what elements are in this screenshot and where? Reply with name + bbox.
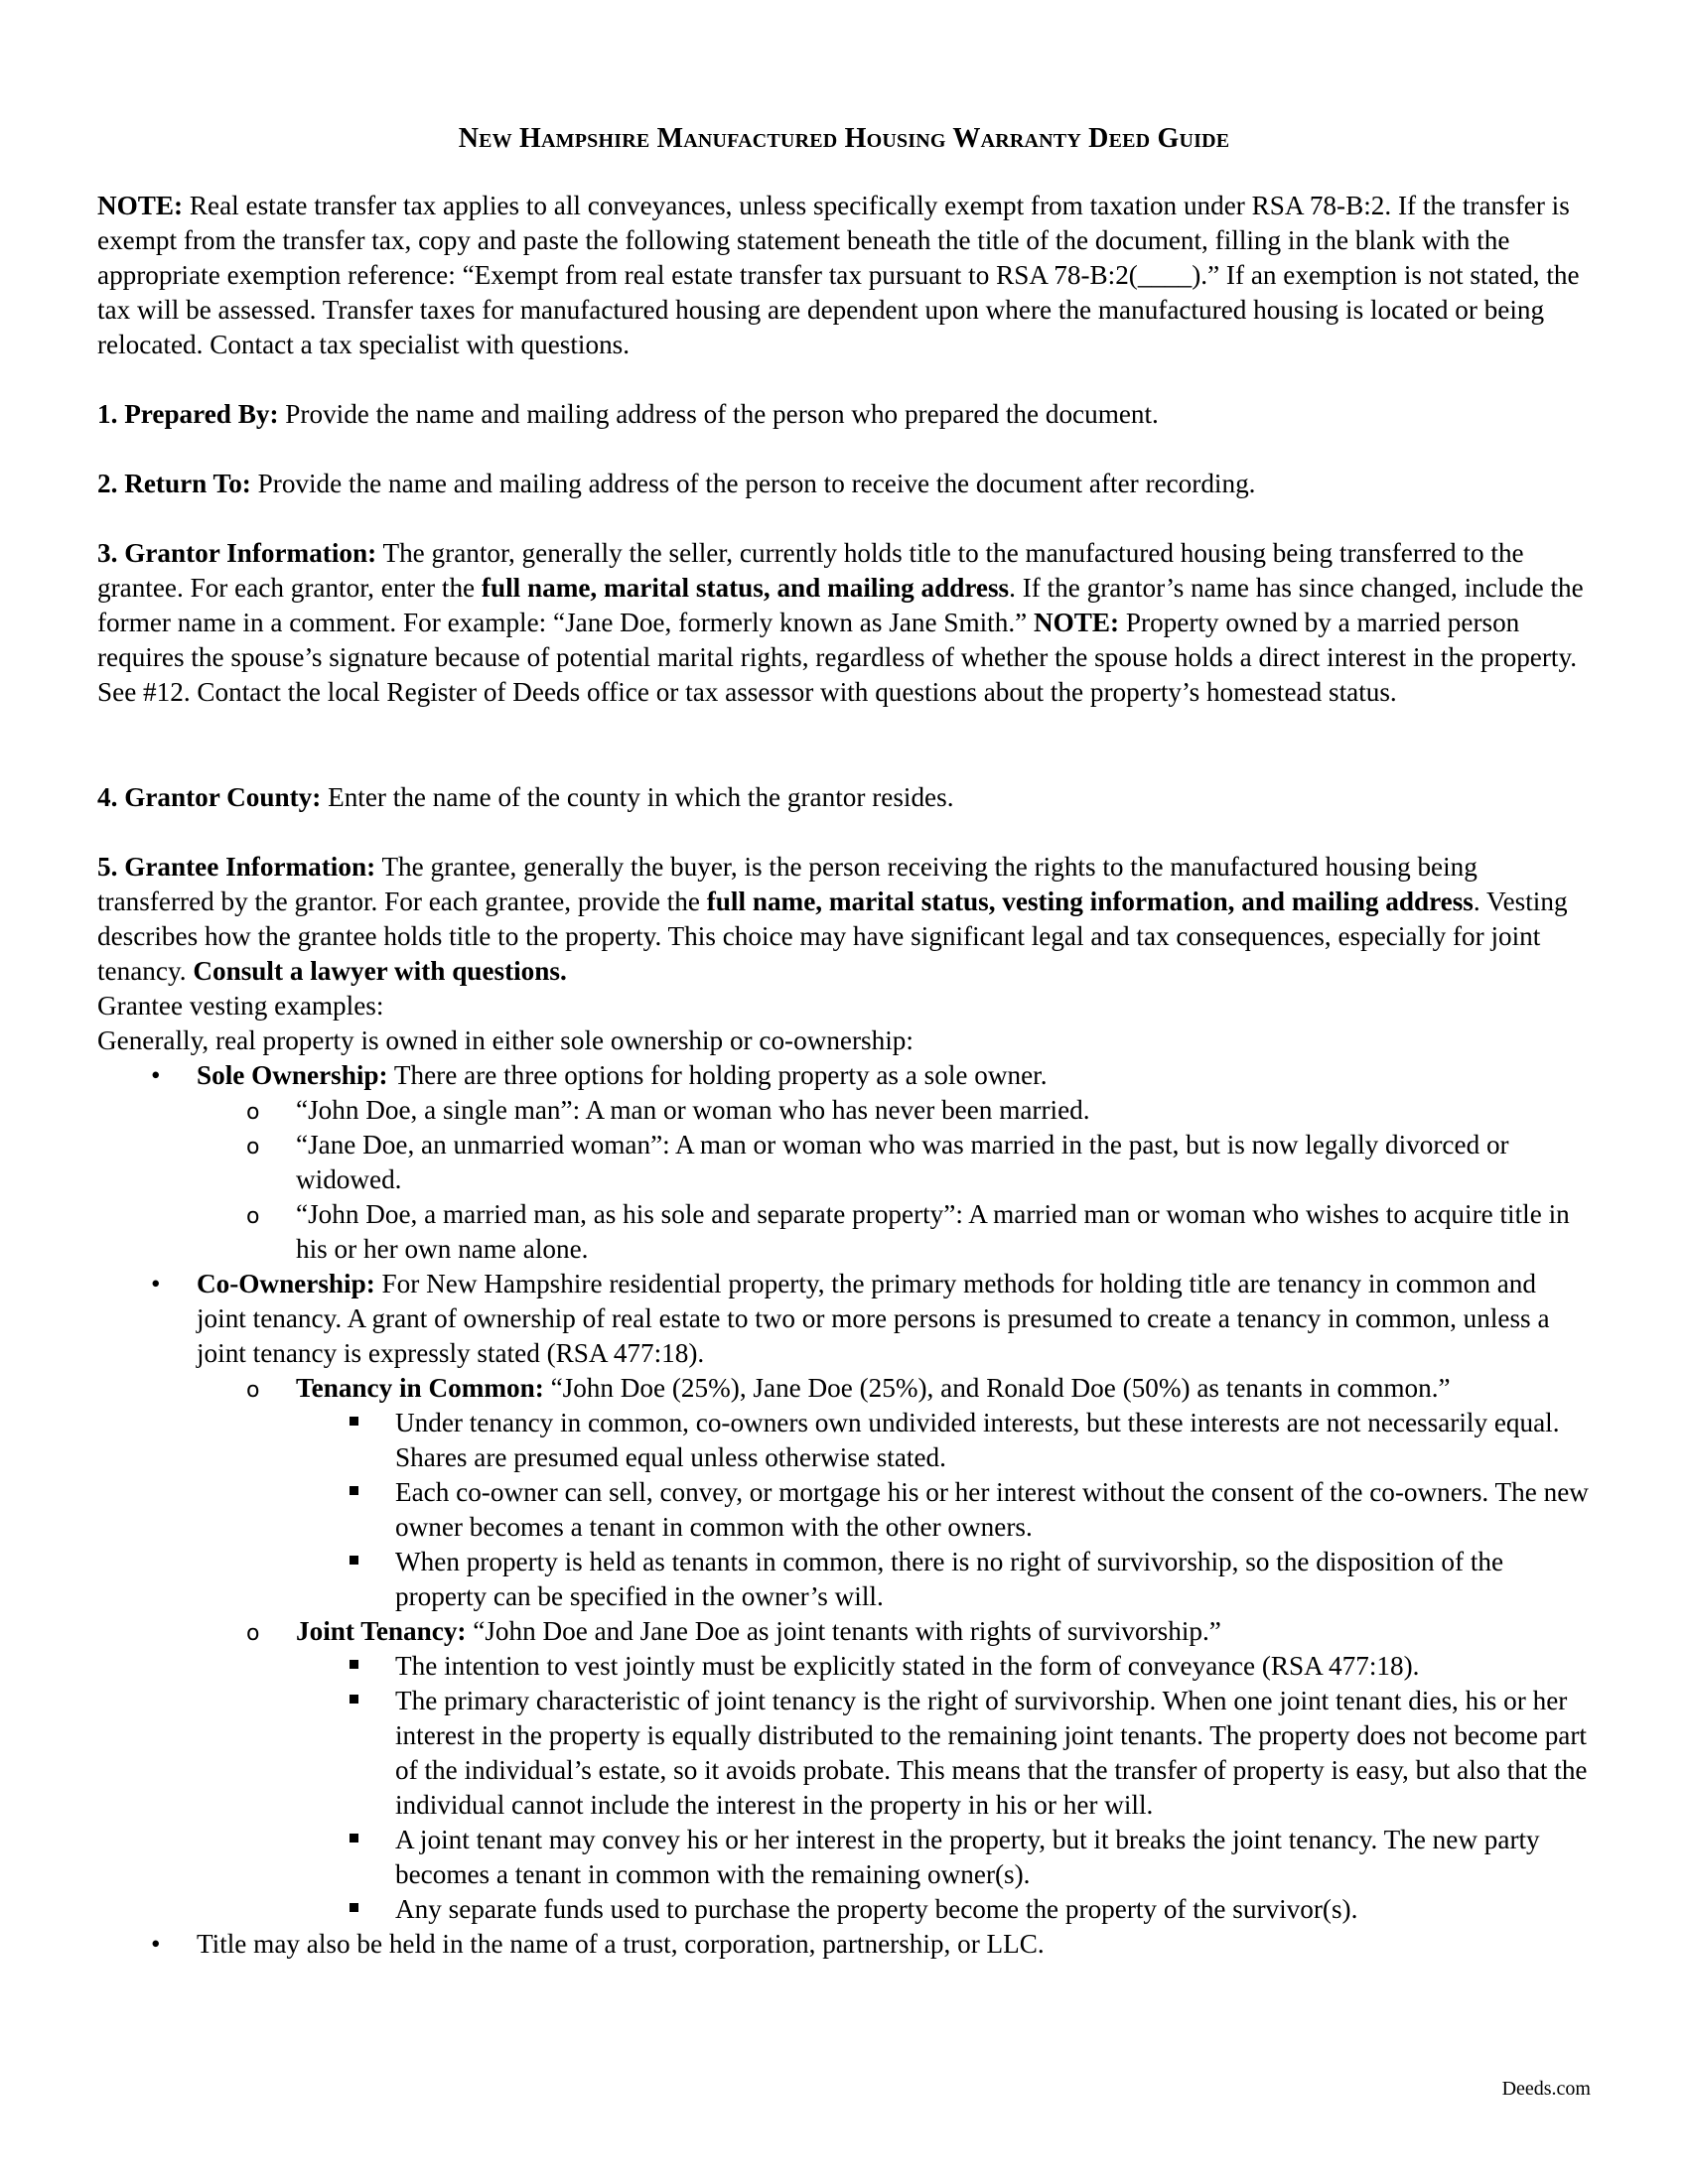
circle-bullet-icon: o	[246, 1100, 260, 1125]
jt-detail-text: The intention to vest jointly must be explicitly stated in the form of conveyance (RSA 477:18).	[395, 1651, 1420, 1681]
circle-bullet-icon: o	[246, 1621, 260, 1646]
section-return-to	[97, 467, 1591, 501]
sole-ownership-text: There are three options for holding property as a sole owner.	[387, 1060, 1048, 1090]
grantor-info-text-3: Property owned by a married person requires the spouse’s signature because of potential marital rights, regardless of whether the spouse holds a direct interest in the property. See #12. Contact the local Register of Deeds office or tax assessor with questions about the property’s homestead status.	[97, 608, 1578, 707]
title-entities-text: Title may also be held in the name of a trust, corporation, partnership, or LLC.	[197, 1929, 1045, 1959]
list-item-co-ownership	[97, 1267, 1591, 1371]
section-prepared-by	[97, 397, 1591, 432]
list-item-jt-detail	[97, 1684, 1591, 1823]
circle-bullet-icon: o	[246, 1378, 260, 1403]
consult-lawyer-note: Consult a lawyer with questions.	[193, 956, 567, 986]
grantor-info-text-2: . If the grantor’s name has since changed, include the former name in a comment. For example: “Jane Doe, formerly known as Jane Smith.”	[97, 573, 1584, 637]
sole-option-text: “John Doe, a married man, as his sole and separate property”: A married man or woman who wishes to acquire title in his or her own name alone.	[296, 1199, 1570, 1264]
list-item-sole-married	[97, 1197, 1591, 1267]
list-item-tic-detail	[97, 1545, 1591, 1614]
list-item-title-entities	[97, 1927, 1591, 1962]
jt-detail-text: A joint tenant may convey his or her interest in the property, but it breaks the joint tenancy. The new party becomes a tenant in common with the remaining owner(s).	[395, 1825, 1540, 1889]
grantee-info-emphasis: full name, marital status, vesting information, and mailing address	[706, 887, 1474, 916]
grantor-county-label: 4. Grantor County:	[97, 782, 322, 812]
return-to-label: 2. Return To:	[97, 469, 251, 498]
bullet-icon: •	[151, 1929, 161, 1959]
bullet-icon: •	[151, 1060, 161, 1090]
list-item-sole-unmarried	[97, 1128, 1591, 1197]
tic-detail-text: Under tenancy in common, co-owners own undivided interests, but these interests are not necessarily equal. Shares are presumed equal unless otherwise stated.	[395, 1408, 1560, 1472]
list-item-jt-detail	[97, 1823, 1591, 1892]
square-bullet-icon	[350, 1903, 358, 1912]
list-item-sole-ownership	[97, 1058, 1591, 1093]
grantor-county-text: Enter the name of the county in which the grantor resides.	[321, 782, 954, 812]
square-bullet-icon	[350, 1695, 358, 1704]
grantee-info-text-2: . Vesting describes how the grantee holds title to the property. This choice may have significant legal and tax consequences, especially for joint tenancy.	[97, 887, 1568, 986]
footer-brand: Deeds.com	[1501, 2078, 1591, 2100]
grantor-info-emphasis: full name, marital status, and mailing address	[481, 573, 1010, 603]
circle-bullet-icon: o	[246, 1135, 260, 1160]
sole-option-text: “Jane Doe, an unmarried woman”: A man or woman who was married in the past, but is now legally divorced or widowed.	[296, 1130, 1509, 1194]
section-grantor-county	[97, 780, 1591, 815]
note-text: Real estate transfer tax applies to all conveyances, unless specifically exempt from taxation under RSA 78-B:2. If the transfer is exempt from the transfer tax, copy and paste the following statement beneath the title of the document, filling in the blank with the appropriate exemption reference: “Exempt from real estate transfer tax pursuant to RSA 78-B:2(____).” If an exemption is not stated, the tax will be assessed. Transfer taxes for manufactured housing are dependent upon where the manufactured housing is located or being relocated. Contact a tax specialist with questions.	[97, 191, 1580, 359]
grantee-info-label: 5. Grantee Information:	[97, 852, 376, 882]
note-paragraph	[97, 189, 1591, 362]
list-item-jt-detail	[97, 1892, 1591, 1927]
list-item-tic-detail	[97, 1475, 1591, 1545]
square-bullet-icon	[350, 1660, 358, 1669]
section-grantee-information	[97, 850, 1591, 1962]
square-bullet-icon	[350, 1486, 358, 1495]
square-bullet-icon	[350, 1556, 358, 1565]
return-to-text: Provide the name and mailing address of the person to receive the document after recording.	[250, 469, 1256, 498]
tenancy-in-common-label: Tenancy in Common:	[296, 1373, 544, 1403]
list-item-sole-single	[97, 1093, 1591, 1128]
joint-tenancy-label: Joint Tenancy:	[296, 1616, 467, 1646]
prepared-by-text: Provide the name and mailing address of the person who prepared the document.	[278, 399, 1159, 429]
sole-ownership-label: Sole Ownership:	[197, 1060, 388, 1090]
list-item-jt-detail	[97, 1649, 1591, 1684]
list-item-tic-detail	[97, 1406, 1591, 1475]
section-grantor-information	[97, 536, 1591, 710]
jt-detail-text: The primary characteristic of joint tenancy is the right of survivorship. When one joint tenant dies, his or her interest in the property is equally distributed to the remaining joint tenants. The property does not become part of the individual’s estate, so it avoids probate. This means that the transfer of property is easy, but also that the individual cannot include the interest in the property in his or her will.	[395, 1686, 1588, 1820]
joint-tenancy-text: “John Doe and Jane Doe as joint tenants with rights of survivorship.”	[466, 1616, 1221, 1646]
co-ownership-label: Co-Ownership:	[197, 1269, 375, 1298]
bullet-icon: •	[151, 1269, 161, 1298]
grantor-info-text: The grantor, generally the seller, currently holds title to the manufactured housing being transferred to the grantee. For each grantor, enter the	[97, 538, 1524, 603]
square-bullet-icon	[350, 1834, 358, 1843]
prepared-by-label: 1. Prepared By:	[97, 399, 279, 429]
tic-detail-text: When property is held as tenants in common, there is no right of survivorship, so the disposition of the property can be specified in the owner’s will.	[395, 1547, 1504, 1611]
sole-option-text: “John Doe, a single man”: A man or woman who has never been married.	[296, 1095, 1090, 1125]
ownership-intro: Generally, real property is owned in either sole ownership or co-ownership:	[97, 1025, 914, 1055]
grantor-info-label: 3. Grantor Information:	[97, 538, 377, 568]
document-title: New Hampshire Manufactured Housing Warranty Deed Guide	[458, 123, 1230, 154]
vesting-heading: Grantee vesting examples:	[97, 991, 384, 1021]
list-item-joint-tenancy	[97, 1614, 1591, 1649]
tenancy-in-common-text: “John Doe (25%), Jane Doe (25%), and Ronald Doe (50%) as tenants in common.”	[543, 1373, 1451, 1403]
tic-detail-text: Each co-owner can sell, convey, or mortgage his or her interest without the consent of the co-owners. The new owner becomes a tenant in common with the other owners.	[395, 1477, 1589, 1542]
note-label: NOTE:	[97, 191, 184, 220]
grantor-note-label: NOTE:	[1033, 608, 1120, 637]
co-ownership-text: For New Hampshire residential property, the primary methods for holding title are tenancy in common and joint tenancy. A grant of ownership of real estate to two or more persons is presumed to create a tenancy in common, unless a joint tenancy is expressly stated (RSA 477:18).	[197, 1269, 1550, 1368]
grantee-info-text: The grantee, generally the buyer, is the person receiving the rights to the manufactured housing being transferred by the grantor. For each grantee, provide the	[97, 852, 1477, 916]
circle-bullet-icon: o	[246, 1204, 260, 1229]
jt-detail-text: Any separate funds used to purchase the property become the property of the survivor(s).	[395, 1894, 1358, 1924]
square-bullet-icon	[350, 1417, 358, 1426]
list-item-tenancy-in-common	[97, 1371, 1591, 1406]
